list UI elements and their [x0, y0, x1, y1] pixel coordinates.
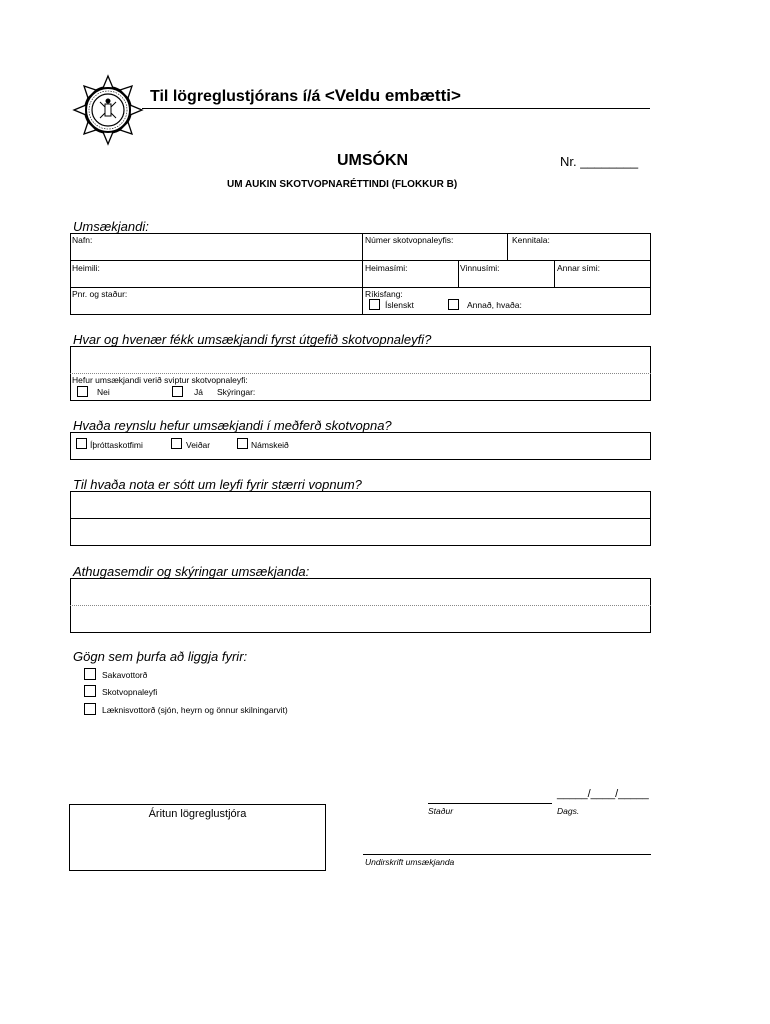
place-label: Staður	[428, 806, 454, 816]
sport-shooting-checkbox[interactable]	[76, 438, 87, 449]
applicant-col-divider	[507, 233, 508, 260]
first-license-divider	[70, 373, 651, 374]
date-line[interactable]: _____/____/_____	[557, 788, 649, 800]
applicant-col-divider	[362, 233, 363, 315]
applicant-signature-line[interactable]	[363, 854, 651, 855]
icelandic-label: Íslenskt	[385, 300, 414, 310]
date-label: Dags.	[557, 806, 580, 816]
course-checkbox[interactable]	[237, 438, 248, 449]
remarks-input-line-1[interactable]	[71, 579, 650, 604]
postcode-field[interactable]: Pnr. og staður:	[72, 289, 128, 299]
hunting-checkbox[interactable]	[171, 438, 182, 449]
first-license-heading: Hvar og hvenær fékk umsækjandi fyrst útgefið skotvopnaleyfi?	[73, 332, 432, 347]
experience-heading: Hvaða reynslu hefur umsækjandi í meðferð skotvopna?	[73, 418, 392, 433]
course-label: Námskeið	[251, 440, 289, 450]
other-citizenship-label: Annað, hvaða:	[467, 300, 522, 310]
remarks-input-line-2[interactable]	[71, 606, 650, 632]
purpose-heading: Til hvaða nota er sótt um leyfi fyrir stærri vopnum?	[73, 477, 362, 492]
name-field[interactable]: Nafn:	[72, 235, 93, 245]
addressee-title	[150, 86, 461, 106]
header-rule	[142, 108, 650, 109]
other-citizenship-checkbox[interactable]	[448, 299, 459, 310]
medical-certificate-checkbox[interactable]	[84, 703, 96, 715]
other-phone-field[interactable]: Annar sími:	[557, 263, 600, 273]
applicant-row-divider-2	[70, 287, 651, 288]
firearm-license-checkbox[interactable]	[84, 685, 96, 697]
license-number-field[interactable]: Númer skotvopnaleyfis:	[365, 235, 454, 245]
medical-certificate-label: Læknisvottorð (sjón, heyrn og önnur skilningarvit)	[102, 705, 288, 715]
work-phone-field[interactable]: Vinnusími:	[460, 263, 500, 273]
applicant-heading: Umsækjandi:	[73, 219, 149, 234]
purpose-input-line-2[interactable]	[71, 519, 650, 545]
revoked-yes-checkbox[interactable]	[172, 386, 183, 397]
document-title: UMSÓKN	[337, 152, 409, 169]
document-subtitle: UM AUKIN SKOTVOPNARÉTTINDI (FLOKKUR B)	[227, 179, 458, 190]
authority-select-field[interactable]: <Veldu embætti>	[324, 86, 461, 105]
police-badge-logo	[72, 74, 144, 146]
home-address-field[interactable]: Heimili:	[72, 263, 100, 273]
home-phone-field[interactable]: Heimasími:	[365, 263, 408, 273]
criminal-record-label: Sakavottorð	[102, 670, 148, 680]
applicant-row-divider-1	[70, 260, 651, 261]
criminal-record-checkbox[interactable]	[84, 668, 96, 680]
firearm-license-label: Skotvopnaleyfi	[102, 687, 158, 697]
purpose-input-line-1[interactable]	[71, 492, 650, 517]
documents-heading: Gögn sem þurfa að liggja fyrir:	[73, 649, 248, 664]
revoked-explanation-field[interactable]: Skýringar:	[217, 387, 256, 397]
applicant-table	[70, 233, 651, 315]
experience-box	[70, 432, 651, 460]
hunting-label: Veiðar	[186, 440, 211, 450]
police-endorsement-label: Áritun lögreglustjóra	[148, 808, 247, 820]
addressee-prefix: Til lögreglustjórans í/á	[150, 88, 325, 105]
citizenship-label: Ríkisfang:	[365, 289, 403, 299]
remarks-heading: Athugasemdir og skýringar umsækjanda:	[73, 564, 310, 579]
applicant-col-divider	[554, 260, 555, 287]
applicant-signature-label: Undirskrift umsækjanda	[365, 857, 455, 867]
number-field[interactable]: Nr. ________	[560, 154, 639, 169]
icelandic-checkbox[interactable]	[369, 299, 380, 310]
revoked-no-label: Nei	[97, 387, 110, 397]
revoked-question: Hefur umsækjandi verið sviptur skotvopnaleyfi:	[72, 375, 248, 385]
kennitala-field[interactable]: Kennitala:	[512, 235, 550, 245]
revoked-no-checkbox[interactable]	[77, 386, 88, 397]
applicant-col-divider	[458, 260, 459, 287]
sport-shooting-label: Íþróttaskotfimi	[90, 440, 143, 450]
place-line[interactable]	[428, 803, 552, 804]
revoked-yes-label: Já	[194, 387, 203, 397]
first-license-input[interactable]	[71, 347, 650, 372]
